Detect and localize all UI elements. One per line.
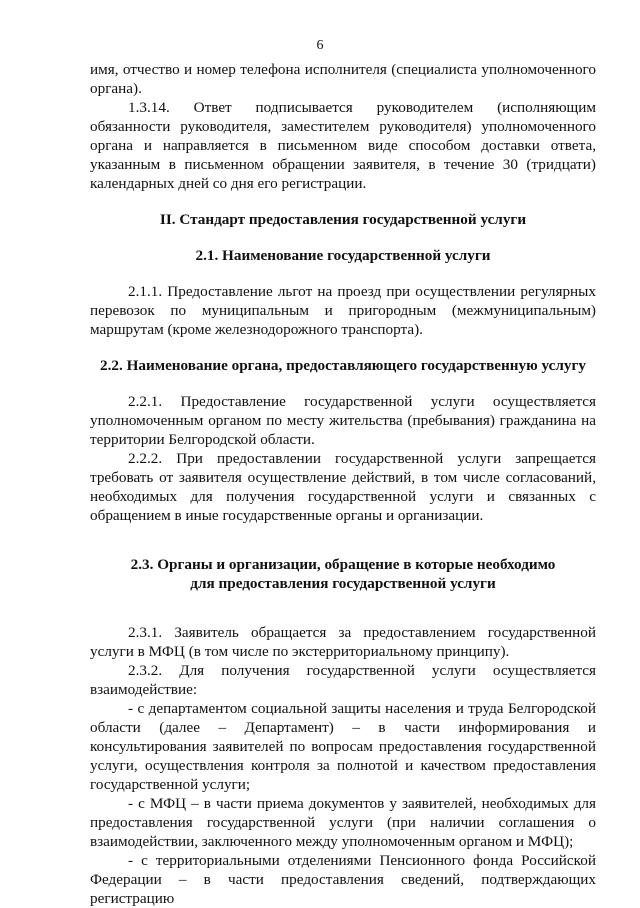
paragraph-intro: имя, отчество и номер телефона исполнителя (специалиста уполномоченного органа). — [90, 61, 596, 97]
paragraph-2-2-2: 2.2.2. При предоставлении государственной услуги запрещается требовать от заявителя осуществление действий, в том числе согласований, необходимых для получения государственной услуги и связанных с обращением в иные государственные органы и организации. — [90, 450, 596, 524]
document-body — [90, 60, 596, 908]
paragraph-2-3-1: 2.3.1. Заявитель обращается за предоставлением государственной услуги в МФЦ (в том числе по экстерриториальному принципу). — [90, 624, 596, 660]
list-item-mfc: - с МФЦ – в части приема документов у заявителей, необходимых для предоставления государственной услуги (при наличии соглашения о взаимодействии, заключенного между уполномоченным органом и МФЦ); — [90, 795, 596, 850]
subsection-2-2-heading: 2.2. Наименование органа, предоставляющего государственную услугу — [99, 357, 587, 374]
subsection-2-3-heading-line-1: 2.3. Органы и организации, обращение в которые необходимо — [130, 556, 556, 573]
subsection-2-1-heading: 2.1. Наименование государственной услуги — [195, 247, 491, 264]
paragraph-1-3-14: 1.3.14. Ответ подписывается руководителем (исполняющим обязанности руководителя, заместителем руководителя) уполномоченного органа и направляется в письменном виде способом доставки ответа, указанным в письменном обращении заявителя, в течение 30 (тридцати) календарных дней со дня его регистрации. — [90, 99, 596, 192]
paragraph-2-3-2: 2.3.2. Для получения государственной услуги осуществляется взаимодействие: — [90, 662, 596, 698]
list-item-pension-fund: - с территориальными отделениями Пенсионного фонда Российской Федерации – в части предоставления сведений, подтверждающих регистрацию — [90, 852, 596, 907]
list-item-department: - с департаментом социальной защиты населения и труда Белгородской области (далее – Департамент) – в части информирования и консультирования заявителей по вопросам предоставления государственной услуги, осуществления контроля за полнотой и качеством предоставления государственной услуги; — [90, 700, 596, 793]
paragraph-2-2-1: 2.2.1. Предоставление государственной услуги осуществляется уполномоченным органом по месту жительства (пребывания) гражданина на территории Белгородской области. — [90, 393, 596, 448]
subsection-2-3-heading — [90, 555, 596, 593]
page-number: 6 — [316, 38, 324, 53]
section-2-heading: II. Стандарт предоставления государственной услуги — [159, 211, 527, 228]
paragraph-2-1-1: 2.1.1. Предоставление льгот на проезд при осуществлении регулярных перевозок по муниципальным и пригородным (межмуниципальным) маршрутам (кроме железнодорожного транспорта). — [90, 283, 596, 338]
subsection-2-3-heading-line-2: для предоставления государственной услуги — [190, 575, 496, 592]
